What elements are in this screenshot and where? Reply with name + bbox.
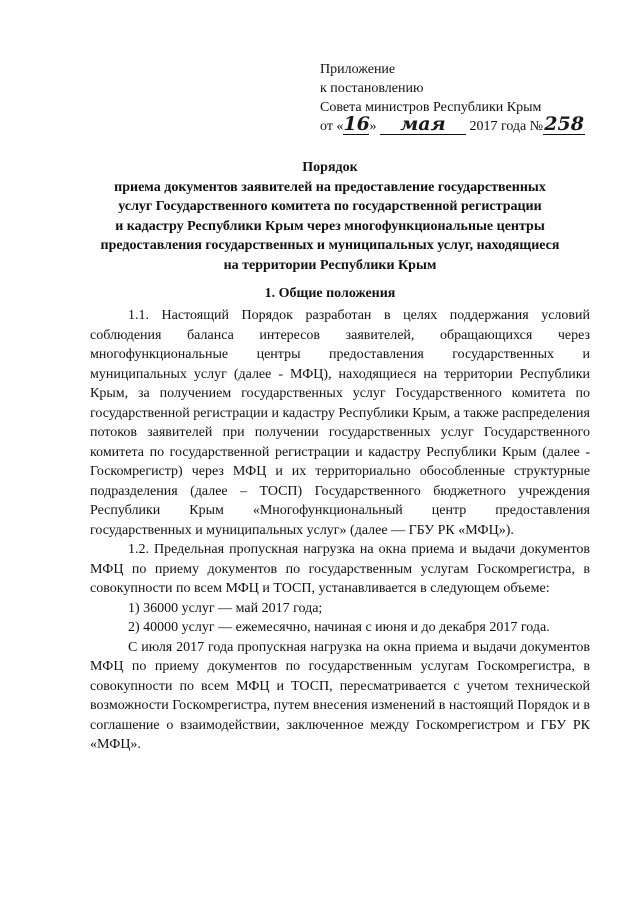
- title-line: приема документов заявителей на предоставление государственных: [114, 179, 546, 195]
- title-line: и кадастру Республики Крым через многофункциональные центры: [115, 218, 545, 234]
- date-quote-close: »: [369, 119, 377, 134]
- date-prefix: от «: [320, 119, 344, 134]
- list-item: 2) 40000 услуг — ежемесячно, начиная с июня и до декабря 2017 года.: [128, 620, 550, 635]
- date-year-text: 2017 года №: [469, 119, 544, 134]
- appendix-issuer: Совета министров Республики Крым: [320, 100, 542, 115]
- resolution-number-field: [543, 113, 585, 135]
- date-day-handwritten: 16: [343, 113, 370, 135]
- paragraph-1-1: 1.1. Настоящий Порядок разработан в целях поддержания условий соблюдения баланса интересов заявителей, обращающихся через многофункциональные центры предоставления государственных и муниципальных услуг (далее - МФЦ), находящиеся на территории Республики Крым, за получением государственных услуг Государственного комитета по государственной регистрации и кадастру Республики Крым, а также распределения потоков заявителей при получении государственных услуг Государственного комитета по государственной регистрации и кадастру Республики Крым (далее - Госкомрегистр) через МФЦ и их территориально обособленные структурные подразделения (далее – ТОСП) Государственного бюджетного учреждения Республики Крым «Многофункциональный центр предоставления государственных и муниципальных услуг» (далее — ГБУ РК «МФЦ»).: [90, 308, 590, 538]
- list-item: 1) 36000 услуг — май 2017 года;: [128, 600, 323, 616]
- date-day-field: [343, 113, 370, 135]
- appendix-to-resolution: к постановлению: [320, 81, 424, 96]
- resolution-number-handwritten: 258: [544, 113, 584, 135]
- title-line: предоставления государственных и муниципальных услуг, находящиеся: [100, 238, 560, 253]
- title-heading: Порядок: [302, 160, 358, 175]
- date-month-field: [380, 113, 466, 135]
- appendix-label: Приложение: [320, 62, 396, 77]
- paragraph-1-2: 1.2. Предельная пропускная нагрузка на окна приема и выдачи документов МФЦ по приему документов по государственным услугам Госкомрегистра, в совокупности по всем МФЦ и ТОСП, устанавливается в следующем объеме:: [90, 542, 590, 596]
- section-heading: 1. Общие положения: [264, 286, 396, 301]
- date-month-handwritten: мая: [400, 113, 446, 135]
- paragraph-revision: С июля 2017 года пропускная нагрузка на окна приема и выдачи документов МФЦ по приему документов по государственным услугам Госкомрегистра, в совокупности по всем МФЦ и ТОСП, пересматривается с учетом технической возможности Госкомрегистра, путем внесения изменений в настоящий Порядок и в соглашение о взаимодействии, заключенное между Госкомрегистром и ГБУ РК «МФЦ».: [90, 639, 590, 752]
- title-line: на территории Республики Крым: [223, 257, 437, 273]
- title-line: услуг Государственного комитета по государственной регистрации: [118, 199, 542, 214]
- document-body: [90, 306, 590, 755]
- appendix-header: [320, 60, 620, 136]
- appendix-date-line: [320, 113, 620, 136]
- document-title: [60, 158, 600, 275]
